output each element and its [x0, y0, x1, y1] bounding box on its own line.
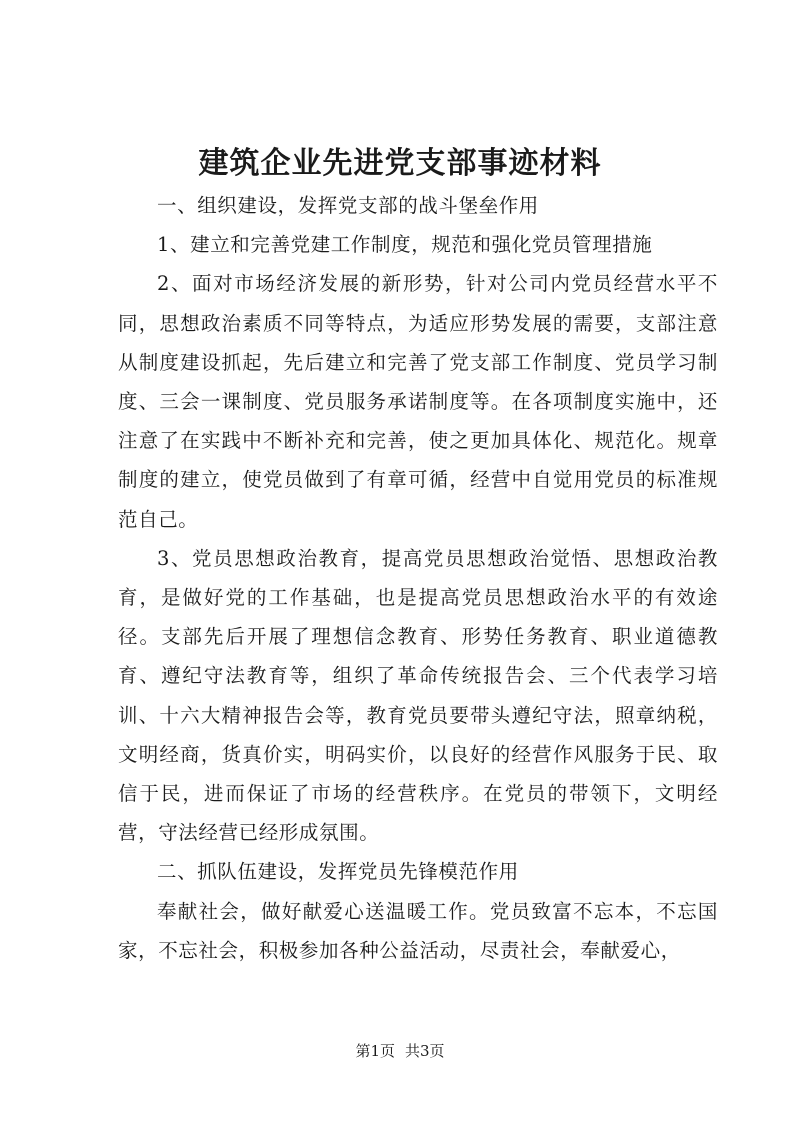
page-total: 共3页: [405, 1042, 445, 1060]
section-heading-2: 二、抓队伍建设，发挥党员先锋模范作用: [157, 860, 519, 884]
document-body: [118, 186, 718, 970]
page-footer: [0, 1041, 800, 1061]
subsection-heading-1: 1、建立和完善党建工作制度，规范和强化党员管理措施: [157, 233, 653, 257]
paragraph-4: 奉献社会，做好献爱心送温暖工作。党员致富不忘本，不忘国家，不忘社会，积极参加各种公益活动，尽责社会，奉献爱心，: [118, 899, 718, 962]
paragraph-3: 3、党员思想政治教育，提高党员思想政治觉悟、思想政治教育，是做好党的工作基础，也是提高党员思想政治水平的有效途径。支部先后开展了理想信念教育、形势任务教育、职业道德教育、遵纪守法教育等，组织了革命传统报告会、三个代表学习培训、十六大精神报告会等，教育党员要带头遵纪守法，照章纳税，文明经商，货真价实，明码实价，以良好的经营作风服务于民、取信于民，进而保证了市场的经营秩序。在党员的带领下，文明经营，守法经营已经形成氛围。: [118, 546, 718, 845]
paragraph-2: 2、面对市场经济发展的新形势，针对公司内党员经营水平不同，思想政治素质不同等特点，为适应形势发展的需要，支部注意从制度建设抓起，先后建立和完善了党支部工作制度、党员学习制度、三会一课制度、党员服务承诺制度等。在各项制度实施中，还注意了在实践中不断补充和完善，使之更加具体化、规范化。规章制度的建立，使党员做到了有章可循，经营中自觉用党员的标准规范自己。: [118, 272, 718, 531]
section-heading-1: 一、组织建设，发挥党支部的战斗堡垒作用: [157, 194, 539, 217]
document-title: 建筑企业先进党支部事迹材料: [198, 146, 602, 181]
page-number: 第1页: [355, 1042, 395, 1060]
